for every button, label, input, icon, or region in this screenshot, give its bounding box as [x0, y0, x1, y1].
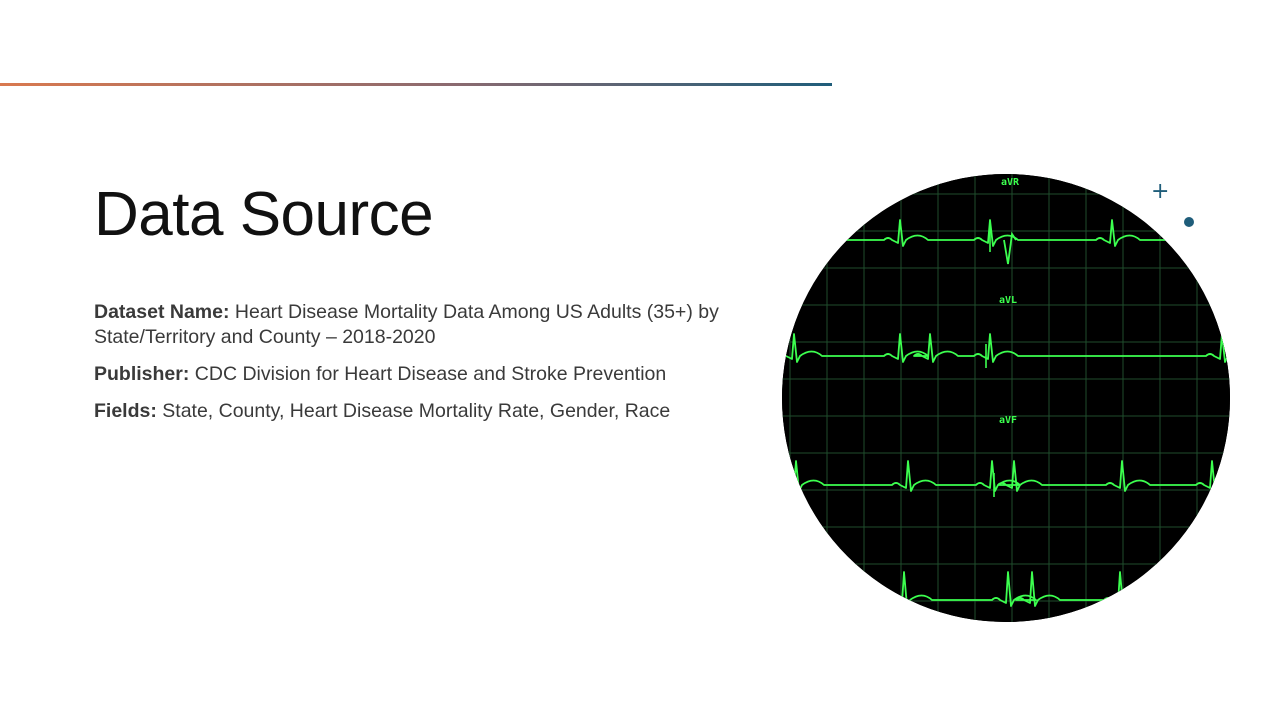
publisher-paragraph [94, 362, 734, 387]
publisher-value: CDC Division for Heart Disease and Stroke Prevention [194, 363, 667, 385]
lead-label-avf: aVF [998, 415, 1018, 426]
fields-value: State, County, Heart Disease Mortality Rate, Gender, Race [162, 400, 671, 422]
dataset-name-paragraph [94, 300, 734, 350]
dataset-name-label: Dataset Name: [94, 301, 230, 323]
accent-line [0, 83, 832, 86]
publisher-label: Publisher: [94, 363, 190, 385]
lead-label-avr: aVR [1000, 177, 1020, 188]
dot-icon [1184, 217, 1194, 227]
plus-icon: + [1151, 179, 1170, 204]
lead-label-avl: aVL [998, 295, 1018, 306]
fields-paragraph [94, 399, 734, 424]
ecg-image [782, 174, 1230, 622]
slide-body [94, 300, 734, 436]
page-title: Data Source [94, 180, 434, 249]
fields-label: Fields: [94, 400, 157, 422]
dataset-name-value: Heart Disease Mortality Data Among US Adults (35+) by State/Territory and County – 2018-2020 [94, 301, 719, 348]
